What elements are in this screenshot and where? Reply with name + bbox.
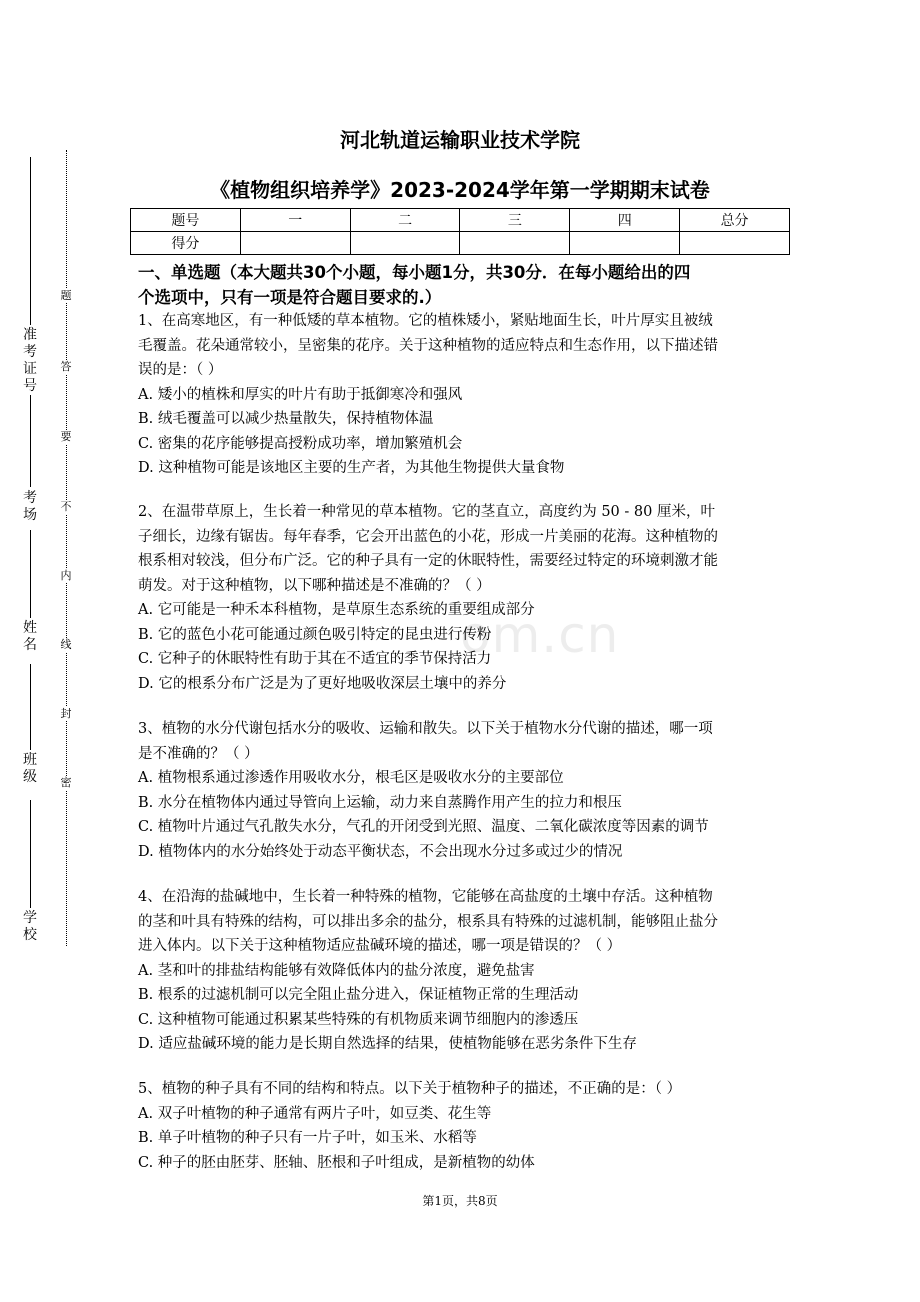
option-a[interactable]: A. 双子叶植物的种子通常有两片子叶，如豆类、花生等 (138, 1105, 492, 1122)
seal-char: 不 (58, 500, 74, 514)
seal-char: 题 (58, 289, 74, 303)
class-label: 班级 (23, 752, 37, 785)
seal-char: 密 (58, 776, 74, 790)
seal-char: 内 (58, 569, 74, 583)
question-stem-line: 子细长，边缘有锯齿。每年春季，它会开出蓝色的小花，形成一片美丽的花海。这种植物的 (138, 528, 718, 545)
question-4 (138, 885, 788, 1057)
question-stem-line: 根系相对较浅，但分布广泛。它的种子具有一定的休眠特性，需要经过特定的环境刺激才能 (138, 553, 718, 569)
score-table (130, 208, 790, 255)
score-cell-1[interactable] (240, 232, 350, 255)
question-stem-line: 萌发。对于这种植物，以下哪种描述是不准确的？（ ） (138, 577, 491, 594)
score-table-cell: 三 (460, 209, 570, 232)
school-title: 河北轨道运输职业技术学院 (340, 128, 580, 152)
section-heading (138, 260, 788, 310)
question-stem-line: 进入体内。以下关于这种植物适应盐碱环境的描述，哪一项是错误的？（ ） (138, 938, 622, 954)
question-stem-line: 3、植物的水分代谢包括水分的吸收、运输和散失。以下关于植物水分代谢的描述，哪一项 (138, 721, 713, 737)
option-d[interactable]: D. 它的根系分布广泛是为了更好地吸收深层土壤中的养分 (138, 675, 507, 692)
section-heading-line: 个选项中，只有一项是符合题目要求的.） (138, 288, 442, 307)
score-table-cell: 四 (570, 209, 680, 232)
score-cell-4[interactable] (570, 232, 680, 255)
question-stem-line: 5、植物的种子具有不同的结构和特点。以下关于植物种子的描述，不正确的是：（ ） (138, 1081, 682, 1097)
option-a[interactable]: A. 茎和叶的排盐结构能够有效降低体内的盐分浓度，避免盐害 (138, 962, 535, 979)
question-5 (138, 1077, 788, 1175)
option-a[interactable]: A. 植物根系通过渗透作用吸收水分，根毛区是吸收水分的主要部位 (138, 770, 564, 786)
score-table-cell: 总分 (680, 209, 790, 232)
score-row-label: 得分 (131, 232, 241, 255)
option-b[interactable]: B. 它的蓝色小花可能通过颜色吸引特定的昆虫进行传粉 (138, 626, 492, 643)
seal-char: 线 (58, 638, 74, 652)
score-cell-2[interactable] (350, 232, 460, 255)
seal-char: 答 (58, 360, 74, 374)
school-label: 学校 (23, 910, 37, 943)
option-d[interactable]: D. 这种植物可能是该地区主要的生产者，为其他生物提供大量食物 (138, 460, 565, 476)
option-b[interactable]: B. 单子叶植物的种子只有一片子叶，如玉米、水稻等 (138, 1130, 477, 1146)
question-stem-line: 是不准确的？（ ） (138, 745, 259, 762)
option-d[interactable]: D. 适应盐碱环境的能力是长期自然选择的结果，使植物能够在恶劣条件下生存 (138, 1036, 637, 1052)
option-c[interactable]: C. 它种子的休眠特性有助于其在不适宜的季节保持活力 (138, 651, 492, 667)
option-b[interactable]: B. 绒毛覆盖可以减少热量散失，保持植物体温 (138, 411, 434, 427)
score-table-header-row (131, 209, 790, 232)
score-table-score-row (131, 232, 790, 255)
exam-title: 《植物组织培养学》2023-2024学年第一学期期末试卷 (210, 178, 710, 202)
question-stem-line: 1、在高寒地区，有一种低矮的草本植物。它的植株矮小，紧贴地面生长，叶片厚实且被绒 (138, 313, 713, 329)
score-cell-total[interactable] (680, 232, 790, 255)
question-2 (138, 500, 788, 696)
option-c[interactable]: C. 密集的花序能够提高授粉成功率，增加繁殖机会 (138, 435, 463, 452)
question-3 (138, 717, 788, 864)
question-stem-line: 毛覆盖。花朵通常较小，呈密集的花序。关于这种植物的适应特点和生态作用，以下描述错 (138, 337, 718, 354)
score-table-cell: 题号 (131, 209, 241, 232)
score-table-cell: 二 (350, 209, 460, 232)
exam-id-label: 准考证号 (23, 327, 37, 394)
exam-room-label: 考场 (23, 490, 37, 523)
seal-char: 封 (58, 707, 74, 721)
option-b[interactable]: B. 根系的过滤机制可以完全阻止盐分进入，保证植物正常的生理活动 (138, 987, 579, 1003)
score-cell-3[interactable] (460, 232, 570, 255)
question-stem-line: 误的是：（ ） (138, 362, 223, 378)
option-b[interactable]: B. 水分在植物体内通过导管向上运输，动力来自蒸腾作用产生的拉力和根压 (138, 794, 622, 811)
option-a[interactable]: A. 它可能是一种禾本科植物，是草原生态系统的重要组成部分 (138, 602, 535, 618)
question-stem-line: 的茎和叶具有特殊的结构，可以排出多余的盐分，根系具有特殊的过滤机制，能够阻止盐分 (138, 913, 718, 930)
school-field[interactable] (30, 800, 31, 908)
option-c[interactable]: C. 种子的胚由胚芽、胚轴、胚根和子叶组成，是新植物的幼体 (138, 1154, 535, 1171)
exam-room-field[interactable] (30, 395, 31, 487)
option-d[interactable]: D. 植物体内的水分始终处于动态平衡状态，不会出现水分过多或过少的情况 (138, 843, 623, 860)
option-c[interactable]: C. 植物叶片通过气孔散失水分，气孔的开闭受到光照、温度、二氧化碳浓度等因素的调节 (138, 819, 709, 835)
seal-dotted-line (66, 150, 67, 946)
section-heading-line: 一、单选题（本大题共30个小题，每小题1分，共30分．在每小题给出的四 (138, 263, 691, 282)
option-a[interactable]: A. 矮小的植株和厚实的叶片有助于抵御寒冷和强风 (138, 386, 463, 403)
question-stem-line: 4、在沿海的盐碱地中，生长着一种特殊的植物，它能够在高盐度的土壤中存活。这种植物 (138, 889, 713, 905)
question-stem-line: 2、在温带草原上，生长着一种常见的草本植物。它的茎直立，高度约为 50 - 80 厘米，叶 (138, 504, 715, 520)
seal-char: 要 (58, 430, 74, 444)
watermark: om.cn (460, 606, 620, 664)
name-label: 姓名 (23, 620, 37, 653)
class-field[interactable] (30, 664, 31, 750)
question-1 (138, 309, 788, 481)
score-table-cell: 一 (240, 209, 350, 232)
option-c[interactable]: C. 这种植物可能通过积累某些特殊的有机物质来调节细胞内的渗透压 (138, 1011, 579, 1028)
page-footer: 第1页，共8页 (422, 1194, 498, 1208)
name-field[interactable] (30, 530, 31, 618)
